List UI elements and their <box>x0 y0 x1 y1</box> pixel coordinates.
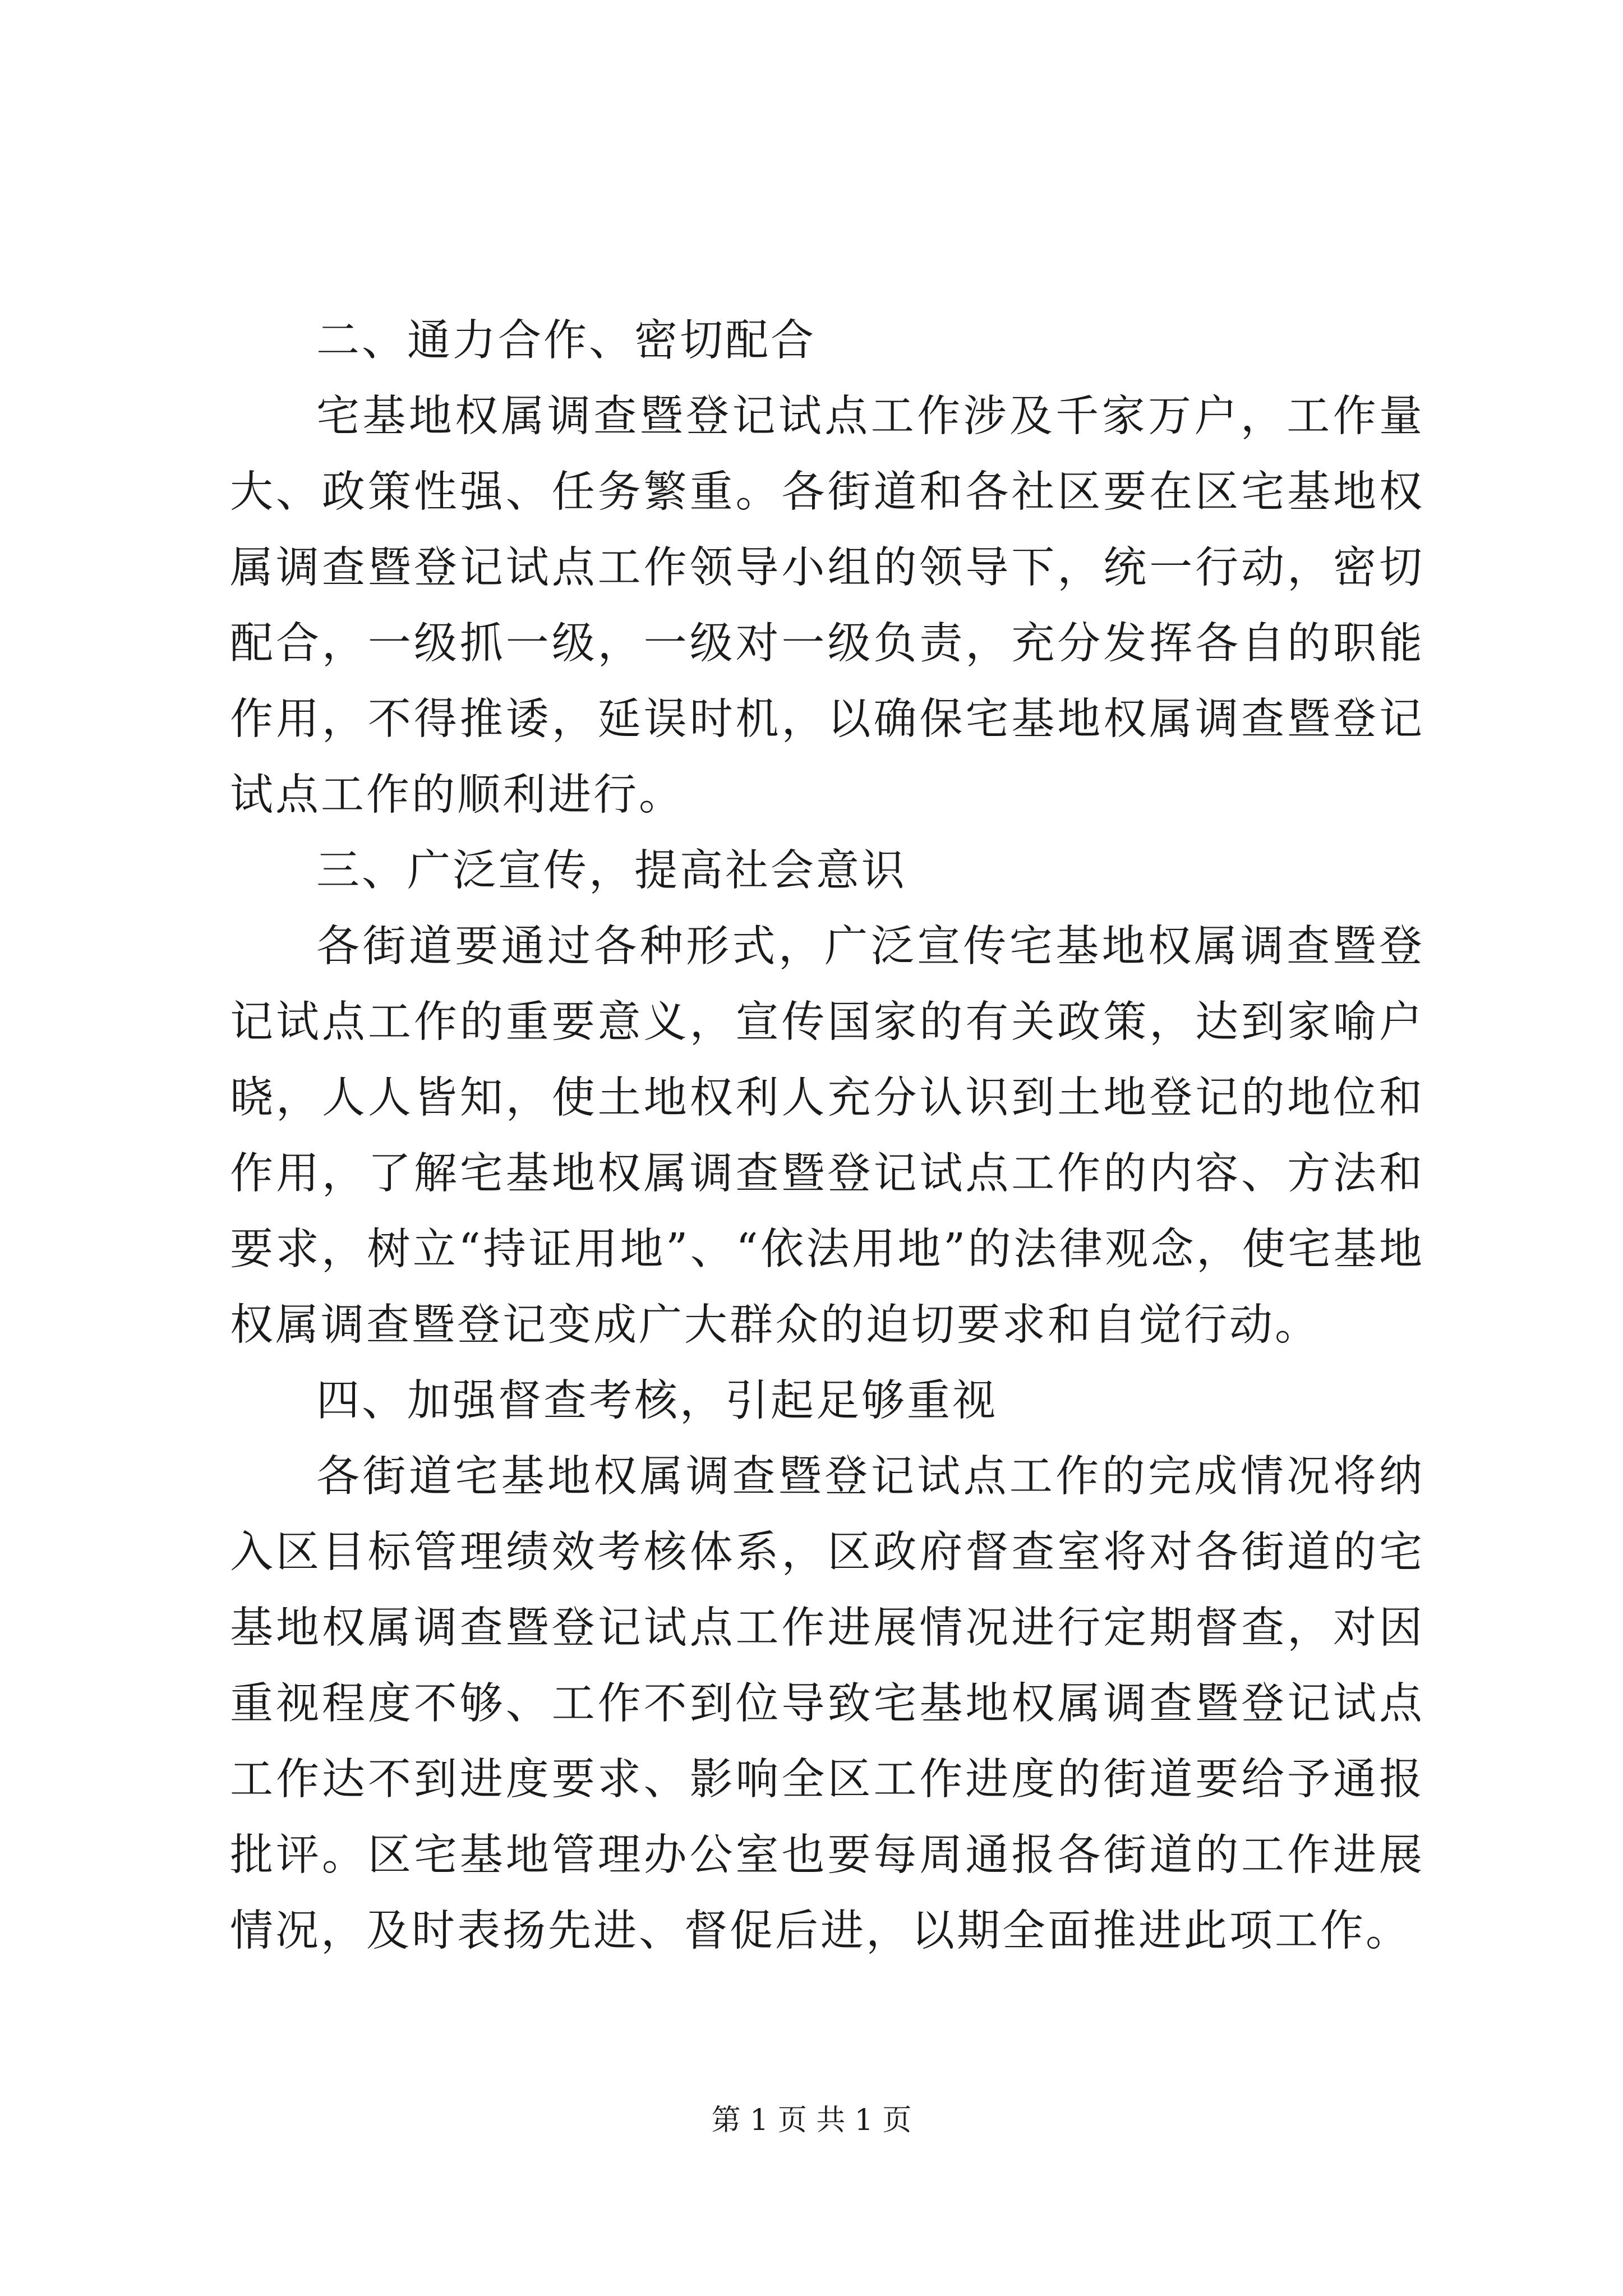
body-paragraph-cooperation: 宅基地权属调查暨登记试点工作涉及千家万户，工作量大、政策性强、任务繁重。各街道和各社区要在区宅基地权属调查暨登记试点工作领导小组的领导下，统一行动，密切配合，一级抓一级，一级对一级负责，充分发挥各自的职能作用，不得推诿，延误时机，以确保宅基地权属调查暨登记试点工作的顺利进行。 <box>230 392 1424 820</box>
document-body <box>230 303 1424 1969</box>
body-paragraph-publicity: 各街道要通过各种形式，广泛宣传宅基地权属调查暨登记试点工作的重要意义，宣传国家的有关政策，达到家喻户晓，人人皆知，使土地权利人充分认识到土地登记的地位和作用，了解宅基地权属调查暨登记试点工作的内容、方法和要求，树立“持证用地”、“依法用地”的法律观念，使宅基地权属调查暨登记变成广大群众的迫切要求和自觉行动。 <box>230 922 1424 1350</box>
section-heading-3: 三、广泛宣传，提高社会意识 <box>316 846 907 896</box>
section-heading-2: 二、通力合作、密切配合 <box>316 316 816 366</box>
body-paragraph-supervision: 各街道宅基地权属调查暨登记试点工作的完成情况将纳入区目标管理绩效考核体系，区政府督查室将对各街道的宅基地权属调查暨登记试点工作进展情况进行定期督查，对因重视程度不够、工作不到位导致宅基地权属调查暨登记试点工作达不到进度要求、影响全区工作进度的街道要给予通报批评。区宅基地管理办公室也要每周通报各街道的工作进展情况，及时表扬先进、督促后进，以期全面推进此项工作。 <box>230 1452 1424 1956</box>
section-heading-4: 四、加强督查考核，引起足够重视 <box>316 1376 998 1426</box>
page-footer: 第 1 页 共 1 页 <box>711 2104 912 2137</box>
